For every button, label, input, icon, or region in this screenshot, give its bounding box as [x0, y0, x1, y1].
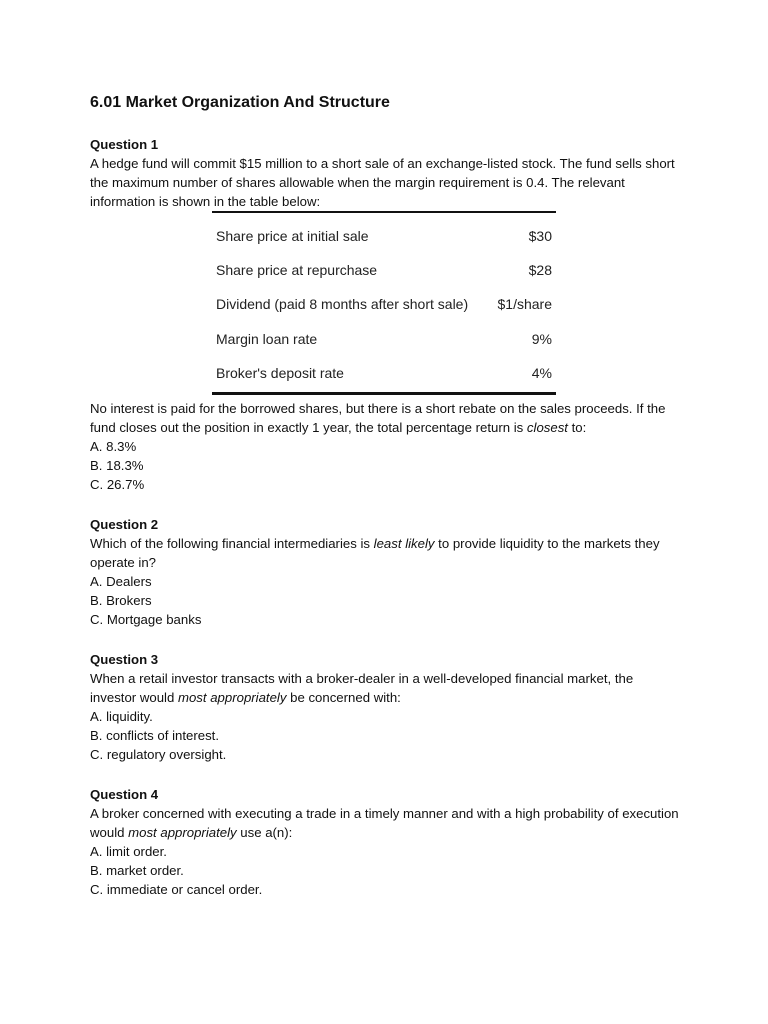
table-cell-value: $1/share — [497, 296, 552, 313]
answer-option: A. liquidity. — [90, 709, 153, 725]
answer-option: A. Dealers — [90, 574, 152, 590]
answer-option: C. 26.7% — [90, 477, 145, 493]
table-cell-label: Share price at initial sale — [216, 227, 369, 244]
answer-option: C. immediate or cancel order. — [90, 882, 263, 898]
answer-option: A. limit order. — [90, 844, 167, 860]
table-row — [212, 356, 556, 390]
stem-emphasis: most appropriately — [128, 825, 237, 841]
question-2 — [90, 515, 680, 629]
stem-text: to provide liquidity to the markets they operate in? — [90, 536, 660, 571]
table-row — [212, 253, 556, 287]
question-stem — [90, 669, 680, 707]
table-cell-value: $30 — [528, 227, 552, 244]
stem-emphasis: most appropriately — [177, 690, 287, 706]
table-cell-value: 4% — [531, 364, 552, 381]
table-cell-value: $28 — [528, 261, 552, 278]
answer-option: B. Brokers — [90, 593, 152, 609]
table-cell-label: Dividend (paid 8 months after short sale) — [216, 296, 469, 313]
question-intro: A hedge fund will commit $15 million to a short sale of an exchange-listed stock. The fund sells short the maximum number of shares allowable when the margin requirement is 0.4. The relevant information is shown in the table below: — [90, 156, 675, 209]
question-stem — [90, 804, 680, 842]
answer-options — [90, 842, 680, 899]
stem-text: A broker concerned with executing a trade in a timely manner and with a high probability of execution would — [90, 806, 679, 841]
stem-text: be concerned with: — [286, 690, 401, 706]
stem-text: Which of the following financial intermediaries is — [90, 536, 374, 552]
data-table — [212, 219, 556, 390]
question-stem — [90, 534, 680, 572]
stem-text: When a retail investor transacts with a broker-dealer in a well-developed financial market, the investor would — [90, 671, 634, 706]
answer-option: B. market order. — [90, 863, 184, 879]
document-page — [90, 92, 680, 899]
answer-options — [90, 572, 680, 629]
table-row — [212, 288, 556, 322]
question-heading: Question 3 — [90, 652, 159, 668]
answer-option: C. regulatory oversight. — [90, 747, 227, 763]
answer-option: B. conflicts of interest. — [90, 728, 219, 744]
answer-options — [90, 707, 680, 764]
question-stem — [90, 399, 680, 437]
stem-emphasis: closest — [526, 420, 568, 436]
question-heading: Question 1 — [90, 137, 159, 152]
stem-text: to: — [567, 420, 587, 436]
answer-options — [90, 437, 680, 494]
table-cell-label: Broker's deposit rate — [216, 364, 344, 381]
stem-text: No interest is paid for the borrowed shares, but there is a short rebate on the sales proceeds. If the fund closes out the position in exactly 1 year, the total percentage return is — [90, 401, 666, 436]
table-cell-label: Share price at repurchase — [216, 261, 378, 278]
question-3 — [90, 650, 680, 764]
answer-option: C. Mortgage banks — [90, 612, 202, 628]
answer-option: B. 18.3% — [90, 458, 144, 474]
question-heading: Question 2 — [90, 517, 159, 533]
stem-emphasis: least likely — [373, 536, 435, 552]
table-row — [212, 322, 556, 356]
question-heading: Question 4 — [90, 787, 159, 803]
data-table-container — [212, 211, 556, 395]
table-row — [212, 219, 556, 253]
answer-option: A. 8.3% — [90, 439, 137, 455]
page-title: 6.01 Market Organization And Structure — [90, 94, 390, 111]
stem-text: use a(n): — [236, 825, 293, 841]
table-cell-label: Margin loan rate — [216, 330, 318, 347]
question-4 — [90, 785, 680, 899]
table-cell-value: 9% — [531, 330, 552, 347]
question-1 — [90, 135, 680, 494]
